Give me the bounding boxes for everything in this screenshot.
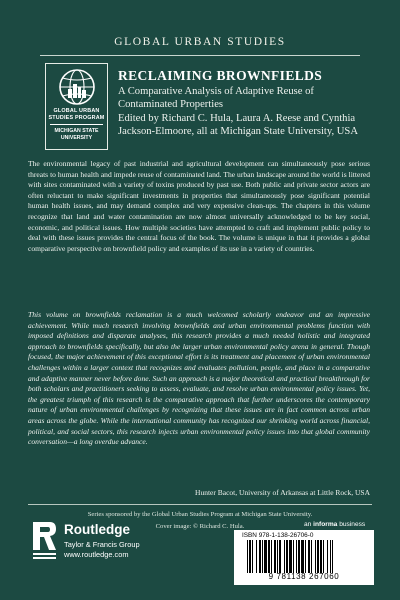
divider (40, 55, 360, 56)
publisher-url: www.routledge.com (64, 550, 129, 559)
logo-divider (50, 124, 103, 125)
tag-prefix: an (304, 521, 314, 528)
globe-icon (56, 67, 98, 107)
logo-text-line: GLOBAL URBAN (53, 108, 100, 114)
informa-business-tag (304, 521, 365, 528)
review-quote: This volume on brownfields reclamation is a much welcomed scholarly endeavor and an impressive achievement. While much research involving brownfields and urban environmental problems function with imposed definitions and disparate analyses, this research provides a much needed holistic and integrated approach to brownfields specifically, but also the larger urban environmental policy arena in general. Though focused, the major achievement of this exceptional effort is its treatment and placement of urban environmental challenges within a larger context that recognizes and evaluates pollution, people, and place in a comparative and adaptive manner never before done. Such an approach is a major theoretical and practical breakthrough for both scholars and practitioners seeking to assess, evaluate, and resolve urban environmental policy issues. Yet, the greatest triumph of this research is the comparative approach that further underscores the contemporary nature of urban environmental challenges by recognizing that these issues are in fact common across urban areas across the globe. While the international community has recognized our shrinking world across financial, political, and social sectors, this research injects urban environmental policy issues into that global community conversation—a long overdue advance. (28, 310, 370, 447)
barcode-image (245, 540, 363, 573)
series-sponsor-note: Series sponsored by the Global Urban Studies Program at Michigan State University. (87, 511, 313, 518)
global-urban-studies-logo (45, 63, 108, 150)
routledge-logo-icon (30, 520, 58, 562)
barcode-digits: 9 781138 267060 (268, 572, 340, 581)
isbn-text: ISBN 978-1-138-26706-0 (242, 532, 314, 539)
book-subtitle: A Comparative Analysis of Adaptive Reuse of Contaminated Properties (118, 86, 314, 110)
book-editors: Edited by Richard C. Hula, Laura A. Reese and Cynthia Jackson-Elmoore, all at Michigan State University, USA (118, 113, 358, 137)
informa-brand: informa (313, 521, 338, 528)
publisher-name: Routledge (64, 522, 130, 537)
review-attribution: Hunter Bacot, University of Arkansas at Little Rock, USA (195, 488, 370, 497)
isbn-barcode (234, 530, 374, 585)
logo-text-line: UNIVERSITY (60, 135, 93, 141)
logo-text-line: MICHIGAN STATE (54, 128, 99, 134)
publisher-group: Taylor & Francis Group (64, 540, 140, 549)
book-description: The environmental legacy of past industrial and agricultural development can simultaneously pose serious threats to human health and impede reuse of contaminated land. The urban landscape around the world is littered with sites contaminated with a variety of toxins produced by past use. Both public and private sector actors are often reluctant to make significant investments in properties that simultaneously pose significant potential human health issues, and may demand complex and very expensive clean-ups. The chapters in this volume recognize that land and water contamination are now almost universally acknowledged to be key social, economic, and political issues. How multiple societies have attempted to craft and implement public policy to deal with these issues provides the central focus of the book. The volume is unique in that it provides a global comparative perspective on brownfield policy and examples of its use in a variety of countries. (28, 159, 370, 253)
divider (28, 504, 372, 505)
series-title: GLOBAL URBAN STUDIES (114, 36, 286, 48)
book-title: RECLAIMING BROWNFIELDS (118, 68, 323, 83)
tag-suffix: business (337, 521, 366, 528)
cover-image-credit: Cover image: © Richard C. Hula. (155, 523, 245, 530)
logo-text-line: STUDIES PROGRAM (48, 115, 105, 121)
